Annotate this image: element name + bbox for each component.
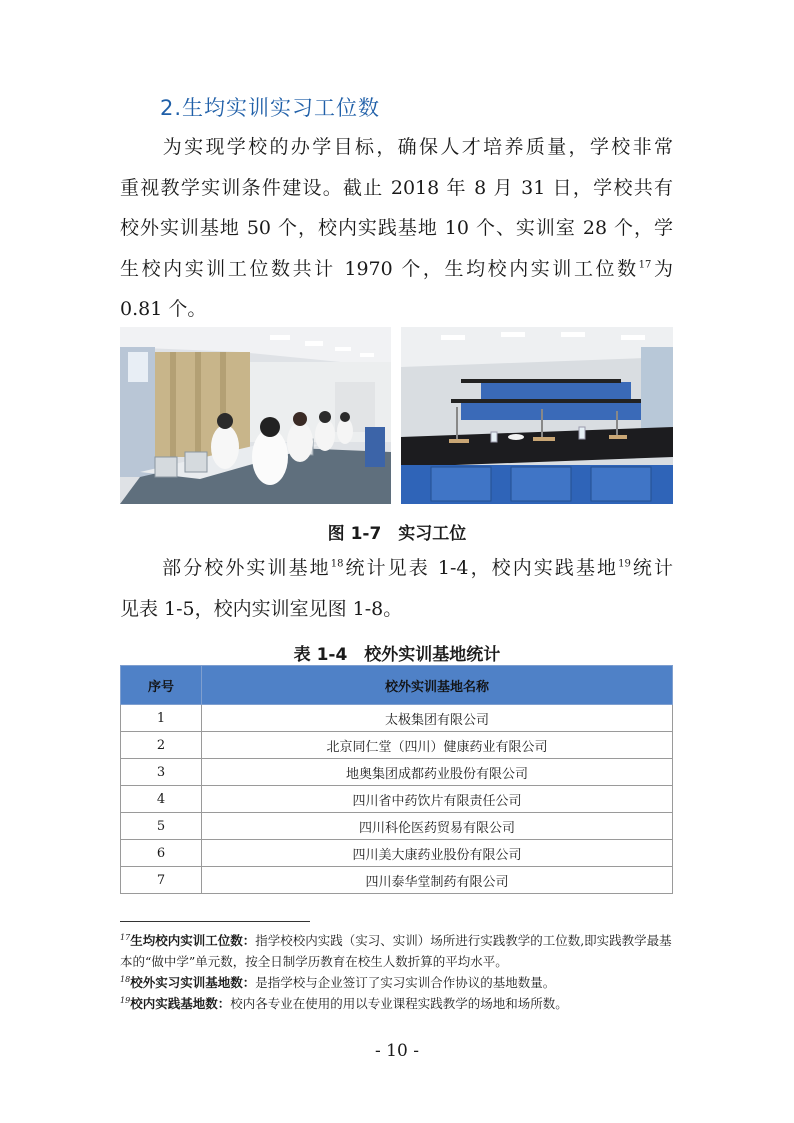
row-index: 1 xyxy=(121,705,202,732)
footnote-term: 校外实习实训基地数： xyxy=(130,975,256,990)
figure-caption: 图 1-7 实习工位 xyxy=(327,524,467,544)
table-header-row xyxy=(121,666,673,705)
footnote-17 xyxy=(120,930,680,972)
line-text: 部分校外实训基地 xyxy=(120,557,331,579)
footnote-number: 18 xyxy=(120,974,131,984)
line-text: 统计 xyxy=(630,557,673,579)
photo-training-lab-students xyxy=(120,327,391,504)
footnote-text: 是指学校与企业签订了实习实训合作协议的基地数量。 xyxy=(255,975,556,990)
paragraph-bases-reference xyxy=(120,548,673,629)
footnote-term: 校内实践基地数： xyxy=(130,996,231,1011)
footnotes xyxy=(120,930,680,1014)
external-bases-table xyxy=(120,665,673,894)
paragraph-line xyxy=(120,249,673,290)
paragraph-line xyxy=(120,548,673,589)
paragraph-line: 重视教学实训条件建设。截止 2018 年 8 月 31 日，学校共有 xyxy=(120,176,673,199)
footnote-19 xyxy=(120,993,680,1014)
footnote-divider xyxy=(120,921,310,922)
row-name: 四川科伦医药贸易有限公司 xyxy=(202,813,673,840)
column-header-index: 序号 xyxy=(121,666,202,705)
paragraph-line: 为实现学校的办学目标，确保人才培养质量，学校非常 xyxy=(120,136,673,158)
row-name: 北京同仁堂（四川）健康药业有限公司 xyxy=(202,732,673,759)
table-row xyxy=(121,786,673,813)
row-index: 3 xyxy=(121,759,202,786)
table-row xyxy=(121,705,673,732)
footnote-text: 指学校校内实践（实习、实训）场所进行实践教学的工位数,即实践教学最基本的“做中学”单元数，按全日制学历教育在校生人数折算的平均水平。 xyxy=(120,933,672,969)
table-row xyxy=(121,867,673,894)
section-heading: 2.生均实训实习工位数 xyxy=(160,96,381,120)
column-header-name: 校外实训基地名称 xyxy=(202,666,673,705)
footnote-ref-19[interactable]: 19 xyxy=(618,558,631,570)
line-text: 生校内实训工位数共计 1970 个，生均校内实训工位数 xyxy=(120,257,639,280)
page-number: - 10 - xyxy=(375,1041,419,1061)
footnote-18 xyxy=(120,972,680,993)
row-name: 四川泰华堂制药有限公司 xyxy=(202,867,673,894)
footnote-number: 17 xyxy=(120,932,131,942)
table-row xyxy=(121,840,673,867)
footnote-ref-18[interactable]: 18 xyxy=(330,558,344,570)
footnote-term: 生均校内实训工位数： xyxy=(130,933,256,948)
table-row xyxy=(121,732,673,759)
row-name: 四川美大康药业股份有限公司 xyxy=(202,840,673,867)
footnote-number: 19 xyxy=(120,995,131,1005)
line-text: 统计见表 1-4，校内实践基地 xyxy=(343,557,619,579)
row-name: 四川省中药饮片有限责任公司 xyxy=(202,786,673,813)
row-name: 地奥集团成都药业股份有限公司 xyxy=(202,759,673,786)
footnote-ref-17[interactable]: 17 xyxy=(638,259,652,271)
row-index: 7 xyxy=(121,867,202,894)
footnote-text: 校内各专业在使用的用以专业课程实践教学的场地和场所数。 xyxy=(230,996,568,1011)
row-index: 6 xyxy=(121,840,202,867)
paragraph-workstations xyxy=(120,127,673,330)
row-index: 4 xyxy=(121,786,202,813)
row-name: 太极集团有限公司 xyxy=(202,705,673,732)
table-row xyxy=(121,813,673,840)
row-index: 5 xyxy=(121,813,202,840)
table-caption: 表 1-4 校外实训基地统计 xyxy=(293,645,501,665)
paragraph-line: 校外实训基地 50 个，校内实践基地 10 个、实训室 28 个，学 xyxy=(120,217,673,239)
row-index: 2 xyxy=(121,732,202,759)
table-row xyxy=(121,759,673,786)
paragraph-line: 见表 1-5，校内实训室见图 1-8。 xyxy=(120,597,403,620)
paragraph-line: 0.81 个。 xyxy=(120,298,207,320)
photo-chemistry-lab xyxy=(401,327,673,504)
line-text: 为 xyxy=(651,257,673,280)
